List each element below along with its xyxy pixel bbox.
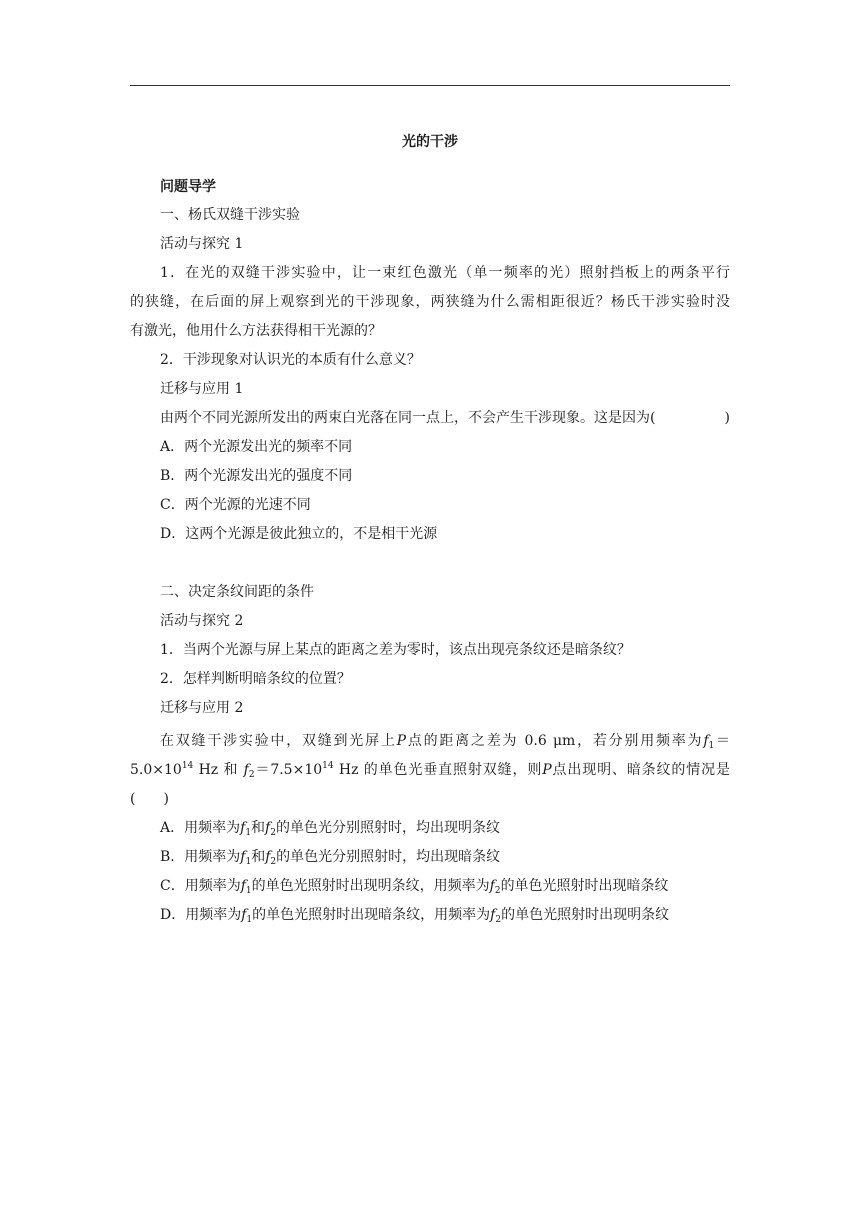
part2-q1: 1．当两个光源与屏上某点的距离之差为零时，该点出现亮条纹还是暗条纹？ [160, 642, 631, 658]
subscript: 1 [708, 741, 715, 751]
part2-activity-label: 活动与探究 2 [160, 613, 244, 629]
exponent: 14 [322, 761, 334, 771]
part1-q1-line3: 有激光，他用什么方法获得相干光源的？ [130, 323, 382, 339]
symbol-f: f [703, 733, 709, 749]
symbol-f: f [243, 762, 249, 778]
part1-q1-line1: 1．在光的双缝干涉实验中，让一束红色激光（单一频率的光）照射挡板上的两条平行 [160, 265, 730, 281]
part1-stem-paren: ) [724, 410, 730, 426]
part2-stem-line2 [130, 760, 730, 780]
part1-stem [160, 408, 730, 428]
part1-option-d: D．这两个光源是彼此独立的，不是相干光源 [160, 526, 438, 542]
symbol-f: f [241, 907, 247, 923]
subscript: 2 [494, 886, 501, 896]
subscript: 2 [270, 857, 277, 867]
header-rule [130, 85, 730, 86]
subscript: 1 [245, 857, 252, 867]
option-text: 的单色光照射时出现明条纹，用频率为 [251, 878, 490, 894]
part2-heading: 二、决定条纹间距的条件 [160, 584, 314, 600]
part2-stem-line3: ( ) [130, 791, 169, 807]
symbol-f: f [240, 820, 246, 836]
option-text: 的单色光照射时出现暗条纹 [500, 878, 669, 894]
part1-option-a: A．两个光源发出光的频率不同 [160, 439, 353, 455]
page-title: 光的干涉 [402, 134, 458, 150]
part1-activity-label: 活动与探究 1 [160, 236, 244, 252]
option-text: B．用频率为 [160, 849, 241, 865]
symbol-f: f [265, 849, 271, 865]
part1-option-c: C．两个光源的光速不同 [160, 497, 311, 513]
option-text: 和 [251, 820, 266, 836]
part2-option-c [160, 876, 669, 896]
stem-text: ＝ [714, 733, 731, 749]
exponent: 14 [181, 761, 194, 771]
option-text: 的单色光分别照射时，均出现暗条纹 [276, 849, 501, 865]
symbol-f: f [265, 820, 271, 836]
point-p: P [542, 762, 552, 778]
point-p: P [396, 733, 407, 749]
subscript: 2 [495, 915, 502, 925]
part1-stem-text: 由两个不同光源所发出的两束白光落在同一点上，不会产生干涉现象。这是因为( [160, 410, 656, 426]
subscript: 1 [246, 915, 253, 925]
stem-text: 点的距离之差为 0.6 μm，若分别用频率为 [406, 733, 704, 749]
symbol-f: f [240, 878, 246, 894]
part2-option-d [160, 905, 669, 925]
option-text: 和 [251, 849, 266, 865]
stem-text: Hz 的单色光垂直照射双缝，则 [333, 762, 543, 778]
part2-option-b [160, 847, 500, 867]
part1-option-b: B．两个光源发出光的强度不同 [160, 468, 353, 484]
part2-stem-line1 [160, 731, 730, 751]
part2-apply-label: 迁移与应用 2 [160, 700, 244, 716]
stem-text: ＝7.5×10 [254, 762, 323, 778]
part1-heading: 一、杨氏双缝干涉实验 [160, 207, 300, 223]
part1-apply-label: 迁移与应用 1 [160, 381, 244, 397]
option-text: A．用频率为 [160, 820, 241, 836]
stem-text: 5.0×10 [130, 762, 182, 778]
part1-q1-line2: 的狭缝，在后面的屏上观察到光的干涉现象，两狭缝为什么需相距很近？杨氏干涉实验时没 [130, 294, 730, 310]
stem-text: 在双缝干涉实验中，双缝到光屏上 [160, 733, 397, 749]
option-text: D．用频率为 [160, 907, 242, 923]
option-text: 的单色光照射时出现暗条纹，用频率为 [252, 907, 491, 923]
part2-option-a [160, 818, 500, 838]
subscript: 1 [245, 828, 252, 838]
subscript: 2 [248, 770, 255, 780]
section-label: 问题导学 [160, 179, 216, 195]
symbol-f: f [489, 878, 495, 894]
option-text: 的单色光照射时出现明条纹 [501, 907, 670, 923]
symbol-f: f [490, 907, 496, 923]
option-text: C．用频率为 [160, 878, 241, 894]
part2-q2: 2．怎样判断明暗条纹的位置？ [160, 671, 351, 687]
stem-text: 点出现明、暗条纹的情况是 [551, 762, 731, 778]
option-text: 的单色光分别照射时，均出现明条纹 [275, 820, 500, 836]
part1-q2: 2．干涉现象对认识光的本质有什么意义？ [160, 352, 421, 368]
subscript: 1 [245, 886, 252, 896]
symbol-f: f [240, 849, 246, 865]
stem-text: Hz 和 [193, 762, 244, 778]
subscript: 2 [270, 828, 276, 838]
